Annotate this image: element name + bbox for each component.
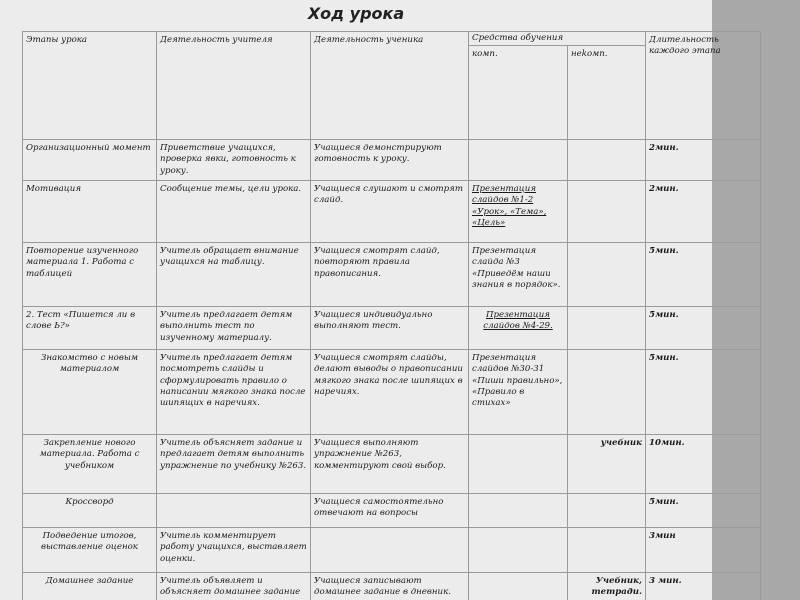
cell-stage: Организационный момент (23, 140, 157, 181)
table-row (23, 435, 761, 494)
header-student: Деятельность ученика (311, 32, 469, 140)
table-header-row (23, 32, 761, 46)
cell-teacher: Учитель объясняет задание и предлагает детям выполнить упражнение по учебнику №263. (157, 435, 311, 494)
cell-stage: Закрепление нового материала. Работа с учебником (23, 435, 157, 494)
cell-noncomp: учебник (568, 435, 646, 494)
cell-noncomp (568, 181, 646, 243)
cell-noncomp (568, 350, 646, 435)
cell-stage: Мотивация (23, 181, 157, 243)
cell-noncomp (568, 494, 646, 528)
cell-student: Учащиеся смотрят слайды, делают выводы о правописании мягкого знака после шипящих в наречиях. (311, 350, 469, 435)
cell-duration: 2мин. (646, 140, 761, 181)
cell-noncomp (568, 528, 646, 573)
table-row (23, 140, 761, 181)
page-title: Ход урока (307, 4, 405, 23)
cell-student (311, 528, 469, 573)
cell-noncomp: Учебник, тетради. (568, 573, 646, 600)
cell-comp (469, 528, 568, 573)
cell-teacher: Учитель предлагает детям выполнить тест по изученному материалу. (157, 307, 311, 350)
cell-comp: Презентация слайдов №4-29. (469, 307, 568, 350)
cell-noncomp (568, 243, 646, 307)
cell-comp (469, 435, 568, 494)
header-comp: комп. (469, 46, 568, 140)
header-duration: Длительность каждого этапа (646, 32, 761, 140)
header-stages: Этапы урока (23, 32, 157, 140)
header-means: Средства обучения (469, 32, 646, 46)
cell-student: Учащиеся демонстрируют готовность к уроку. (311, 140, 469, 181)
cell-stage: Подведение итогов, выставление оценок (23, 528, 157, 573)
cell-noncomp (568, 140, 646, 181)
table-row (23, 494, 761, 528)
cell-duration: 2мин. (646, 181, 761, 243)
cell-stage: Кроссворд (23, 494, 157, 528)
cell-duration: 3мин (646, 528, 761, 573)
cell-noncomp (568, 307, 646, 350)
cell-stage: Повторение изученного материала 1. Работа с таблицей (23, 243, 157, 307)
cell-teacher: Учитель предлагает детям посмотреть слайды и сформулировать правило о написании мягкого знака после шипящих в наречиях. (157, 350, 311, 435)
cell-duration: 5мин. (646, 307, 761, 350)
cell-student: Учащиеся слушают и смотрят слайд. (311, 181, 469, 243)
cell-teacher: Учитель обращает внимание учащихся на таблицу. (157, 243, 311, 307)
cell-teacher: Приветствие учащихся, проверка явки, готовность к уроку. (157, 140, 311, 181)
cell-duration: 5мин. (646, 350, 761, 435)
cell-comp: Презентация слайда №3 «Приведём наши знания в порядок». (469, 243, 568, 307)
cell-duration: 3 мин. (646, 573, 761, 600)
cell-student: Учащиеся индивидуально выполняют тест. (311, 307, 469, 350)
table-row (23, 528, 761, 573)
cell-duration: 5мин. (646, 243, 761, 307)
cell-duration: 10мин. (646, 435, 761, 494)
lesson-plan-table (22, 31, 761, 600)
cell-student: Учащиеся записывают домашнее задание в дневник. (311, 573, 469, 600)
header-noncomp: неkомп. (568, 46, 646, 140)
cell-student: Учащиеся выполняют упражнение №263, комментируют свой выбор. (311, 435, 469, 494)
table-row (23, 350, 761, 435)
cell-teacher: Учитель комментирует работу учащихся, выставляет оценки. (157, 528, 311, 573)
cell-stage: 2. Тест «Пишется ли в слове Ь?» (23, 307, 157, 350)
header-teacher: Деятельность учителя (157, 32, 311, 140)
cell-duration: 5мин. (646, 494, 761, 528)
cell-comp (469, 573, 568, 600)
table-row (23, 307, 761, 350)
cell-student: Учащиеся самостоятельно отвечают на вопросы (311, 494, 469, 528)
cell-comp: Презентация слайдов №1-2 «Урок», «Тема», «Цель» (469, 181, 568, 243)
cell-teacher: Учитель объявляет и объясняет домашнее задание (157, 573, 311, 600)
table-row (23, 181, 761, 243)
table-row (23, 573, 761, 600)
cell-comp (469, 140, 568, 181)
cell-student: Учащиеся смотрят слайд, повторяют правила правописания. (311, 243, 469, 307)
cell-comp: Презентация слайдов №30-31 «Пиши правильно», «Правило в стихах» (469, 350, 568, 435)
cell-stage: Домашнее задание (23, 573, 157, 600)
table-row (23, 243, 761, 307)
cell-comp (469, 494, 568, 528)
cell-teacher (157, 494, 311, 528)
cell-teacher: Сообщение темы, цели урока. (157, 181, 311, 243)
cell-stage: Знакомство с новым материалом (23, 350, 157, 435)
